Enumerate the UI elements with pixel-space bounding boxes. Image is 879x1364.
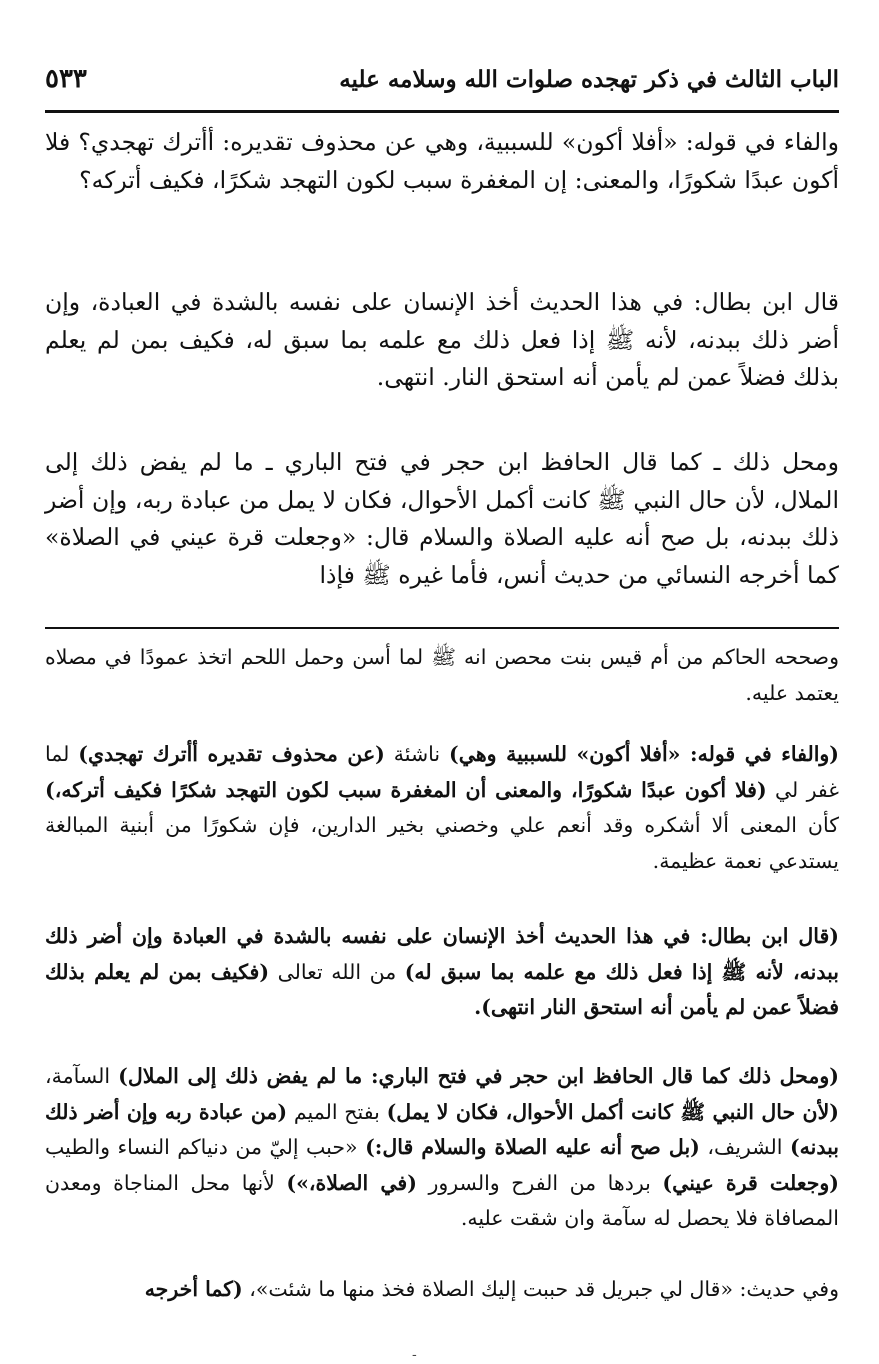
quoted-text-run: (في الصلاة،») <box>286 1170 417 1195</box>
main-paragraph-3: ومحل ذلك ـ كما قال الحافظ ابن حجر في فتح الباري ـ ما لم يفض ذلك إلى الملال، لأن حال النبي ﷺ كانت أكمل الأحوال، فكان لا يمل من عبادة ربه، وإن أضر ذلك ببدنه، بل صح أنه عليه الصلاة والسلام قال: «وجعلت قرة عيني في الصلاة» كما أخرجه النسائي من حديث أنس، فأما غيره ﷺ فإذا <box>45 448 839 589</box>
commentary-text-run: كأن المعنى ألا أشكره وقد أنعم علي وخصني بخير الدارين، فإن شكورًا من أبنية المبالغة يستدعي نعمة عظيمة. <box>45 813 839 873</box>
quoted-text-run: (والفاء في قوله: «أفلا أكون» للسببية وهي) <box>449 742 839 766</box>
quoted-text-run: (فكيف بمن لم يعلم بذلك فضلاً عمن لم يأمن أنه استحق النار انتهى). <box>45 959 839 1019</box>
commentary-text-run: «حبب إليّ من دنياكم النساء والطيب <box>45 1135 366 1159</box>
commentary-text-run: بفتح الميم <box>287 1099 387 1124</box>
commentary-text-run: بردها من الفرح والسرور <box>416 1170 663 1195</box>
quoted-text-run: (قال ابن بطال: في هذا الحديث أخذ الإنسان على نفسه بالشدة في العبادة وإن أضر ذلك ببدنه، لأنه ﷺ إذا فعل ذلك مع علمه بما سبق له) <box>45 924 839 984</box>
footnote-top: وصححه الحاكم من أم قيس بنت محصن انه ﷺ لما أسن وحمل اللحم اتخذ عمودًا في مصلاه يعتمد عليه. <box>45 645 839 705</box>
commentary-paragraph-1 <box>45 737 839 879</box>
quoted-text-run: (لأن حال النبي ﷺ كانت أكمل الأحوال، فكان لا يمل) <box>386 1099 839 1124</box>
quoted-text-run: (ومحل ذلك كما قال الحافظ ابن حجر في فتح الباري: ما لم يفض ذلك إلى الملال) <box>118 1064 839 1088</box>
commentary-text-run: من الله تعالى <box>269 959 405 984</box>
section-divider <box>45 627 839 629</box>
chapter-title: الباب الثالث في ذكر تهجده صلوات الله وسلامه عليه <box>339 66 839 93</box>
bottom-mark: - <box>412 1347 417 1363</box>
commentary-text-run: السآمة، <box>45 1064 119 1088</box>
commentary-text-run: لما غفر لي <box>45 742 839 802</box>
commentary-paragraph-2 <box>45 919 839 1026</box>
main-paragraph-2: قال ابن بطال: في هذا الحديث أخذ الإنسان على نفسه بالشدة في العبادة، وإن أضر ذلك ببدنه، لأنه ﷺ إذا فعل ذلك مع علمه بما سبق له، فكيف بمن لم يعلم بذلك فضلاً عمن لم يأمن أنه استحق النار. انتهى. <box>45 288 839 391</box>
commentary-text-run: ناشئة <box>384 742 450 766</box>
quoted-text-run: (كما أخرجه <box>144 1277 243 1301</box>
quoted-text-run: (فلا أكون عبدًا شكورًا، والمعنى أن المغفرة سبب لكون التهجد شكرًا فكيف أتركه،) <box>45 777 767 802</box>
commentary-text-run: لأنها محل المناجاة ومعدن المصافاة فلا يحصل له سآمة وان شقت عليه. <box>45 1170 839 1230</box>
quoted-text-run: (وجعلت قرة عيني) <box>662 1170 840 1195</box>
main-paragraph-1: والفاء في قوله: «أفلا أكون» للسببية، وهي عن محذوف تقديره: أأترك تهجدي؟ فلا أكون عبدًا شكورًا، والمعنى: إن المغفرة سبب لكون التهجد شكرًا، فكيف أتركه؟ <box>45 128 839 194</box>
quoted-text-run: (من عبادة ربه وإن أضر ذلك ببدنه) <box>45 1099 840 1159</box>
commentary-paragraph-4 <box>45 1272 839 1308</box>
quoted-text-run: (عن محذوف تقديره أأترك تهجدي) <box>78 742 385 766</box>
quoted-text-run: (بل صح أنه عليه الصلاة والسلام قال:) <box>365 1135 700 1159</box>
commentary-text-run: وفي حديث: «قال لي جبريل قد حببت إليك الصلاة فخذ منها ما شئت»، <box>242 1277 839 1301</box>
page-number: ٥٣٣ <box>45 64 87 94</box>
commentary-paragraph-3 <box>45 1059 839 1237</box>
running-header <box>45 60 839 113</box>
commentary-text-run: الشريف، <box>699 1135 790 1159</box>
